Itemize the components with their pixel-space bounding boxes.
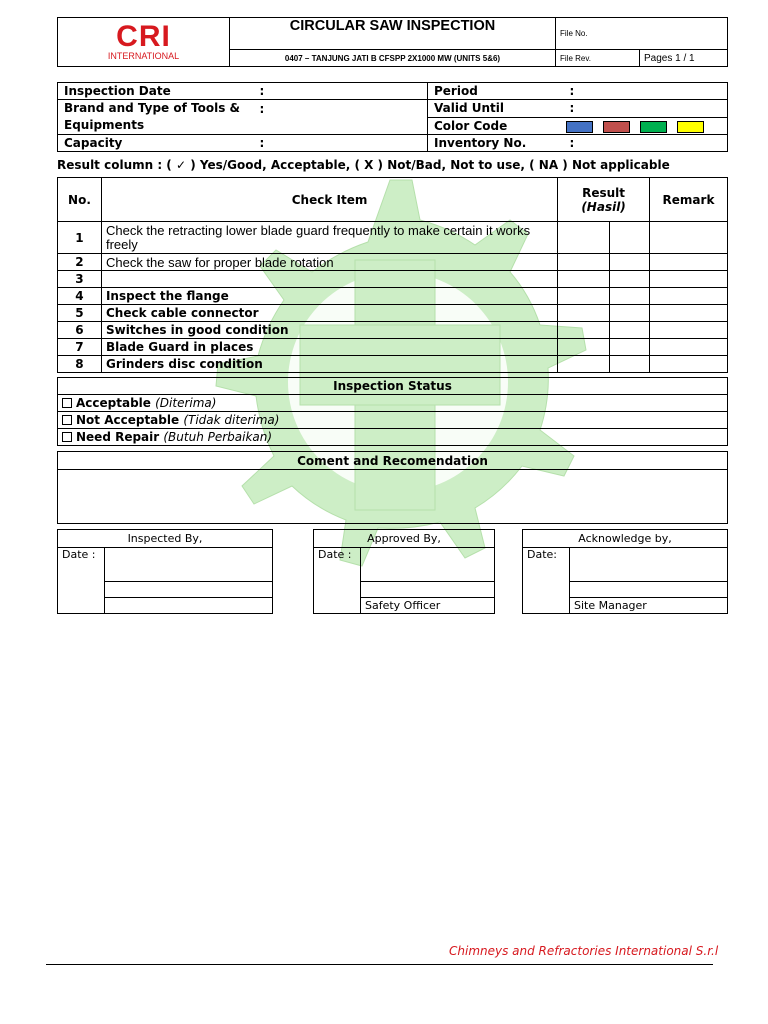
remark-cell[interactable] <box>650 322 728 339</box>
logo-cell <box>58 18 230 67</box>
approved-by-label: Approved By, <box>314 530 495 548</box>
result-cell[interactable] <box>558 254 610 271</box>
status-acceptable-option[interactable]: Acceptable (Diterima) <box>58 395 728 412</box>
result-cell[interactable] <box>610 305 650 322</box>
acknowledge-name-field[interactable] <box>570 581 728 597</box>
acknowledge-by-box <box>522 529 728 614</box>
result-legend: Result column : ( ✓ ) Yes/Good, Acceptable, ( X ) Not/Bad, Not to use, ( NA ) Not applicable <box>57 158 670 172</box>
status-not-acceptable-option[interactable]: Not Acceptable (Tidak diterima) <box>58 412 728 429</box>
approved-date-label: Date : <box>314 548 361 614</box>
safety-officer-label: Safety Officer <box>361 597 495 613</box>
result-cell[interactable] <box>558 222 610 254</box>
table-row: 6 Switches in good condition <box>58 322 728 339</box>
result-cell[interactable] <box>558 339 610 356</box>
remark-cell[interactable] <box>650 356 728 373</box>
result-cell[interactable] <box>558 305 610 322</box>
result-cell[interactable] <box>610 271 650 288</box>
result-cell[interactable] <box>558 356 610 373</box>
table-row: 7 Blade Guard in places <box>58 339 728 356</box>
checkbox-icon[interactable] <box>62 415 72 425</box>
result-cell[interactable] <box>610 322 650 339</box>
green-swatch <box>640 121 667 133</box>
table-row: 1 Check the retracting lower blade guard frequently to make certain it works freely <box>58 222 728 254</box>
check-items-table <box>57 177 728 373</box>
approved-signature-field[interactable] <box>361 548 495 582</box>
inventory-no-label: Inventory No. <box>428 135 564 152</box>
inspected-date-label: Date : <box>58 548 105 614</box>
acknowledge-date-label: Date: <box>523 548 570 614</box>
inspected-by-label: Inspected By, <box>58 530 273 548</box>
result-cell[interactable] <box>558 322 610 339</box>
color-code-label: Color Code <box>428 117 564 135</box>
result-cell[interactable] <box>610 254 650 271</box>
site-manager-label: Site Manager <box>570 597 728 613</box>
result-cell[interactable] <box>610 288 650 305</box>
footer-company-name: Chimneys and Refractories International S.r.l <box>449 944 719 958</box>
result-cell[interactable] <box>558 288 610 305</box>
approved-by-box <box>313 529 495 614</box>
brand-type-label: Brand and Type of Tools & Equipments <box>58 100 254 135</box>
inspection-status-table <box>57 377 728 446</box>
footer-divider <box>46 964 713 965</box>
inspected-name-field[interactable] <box>105 581 273 597</box>
file-rev-label: File Rev. <box>556 50 640 67</box>
col-result-header: Result (Hasil) <box>558 178 650 222</box>
remark-cell[interactable] <box>650 339 728 356</box>
valid-until-value[interactable]: : <box>564 100 728 118</box>
capacity-value[interactable]: : <box>254 135 428 152</box>
capacity-label: Capacity <box>58 135 254 152</box>
pages-indicator: Pages 1 / 1 <box>640 50 728 67</box>
swatch-group <box>566 119 714 133</box>
form-title: CIRCULAR SAW INSPECTION <box>230 18 556 50</box>
remark-cell[interactable] <box>650 288 728 305</box>
check-mark-icon: ✓ <box>175 158 187 172</box>
result-cell[interactable] <box>610 339 650 356</box>
acknowledge-signature-field[interactable] <box>570 548 728 582</box>
comment-field[interactable] <box>58 470 728 524</box>
remark-cell[interactable] <box>650 271 728 288</box>
checkbox-icon[interactable] <box>62 398 72 408</box>
yellow-swatch <box>677 121 704 133</box>
remark-cell[interactable] <box>650 222 728 254</box>
table-row: 8 Grinders disc condition <box>58 356 728 373</box>
period-label: Period <box>428 83 564 100</box>
inspected-signature-field[interactable] <box>105 548 273 582</box>
result-cell[interactable] <box>558 271 610 288</box>
project-name: 0407 – TANJUNG JATI B CFSPP 2X1000 MW (UNITS 5&6) <box>230 50 556 67</box>
table-row: 5 Check cable connector <box>58 305 728 322</box>
red-swatch <box>603 121 630 133</box>
result-cell[interactable] <box>610 222 650 254</box>
brand-type-value[interactable]: : <box>254 100 428 118</box>
col-remark-header: Remark <box>650 178 728 222</box>
info-table <box>57 82 728 152</box>
inspected-position-field[interactable] <box>105 597 273 613</box>
inspection-date-value[interactable]: : <box>254 83 428 100</box>
table-row: 3 <box>58 271 728 288</box>
status-need-repair-option[interactable]: Need Repair (Butuh Perbaikan) <box>58 429 728 446</box>
comment-table <box>57 451 728 524</box>
blue-swatch <box>566 121 593 133</box>
result-cell[interactable] <box>610 356 650 373</box>
inspection-status-title: Inspection Status <box>58 378 728 395</box>
col-item-header: Check Item <box>101 178 557 222</box>
header-table <box>57 17 728 67</box>
valid-until-label: Valid Until <box>428 100 564 118</box>
approved-name-field[interactable] <box>361 581 495 597</box>
col-no-header: No. <box>58 178 102 222</box>
company-logo: CRI <box>116 19 171 53</box>
inspected-by-box <box>57 529 273 614</box>
remark-cell[interactable] <box>650 254 728 271</box>
inventory-no-value[interactable]: : <box>564 135 728 152</box>
inspection-date-label: Inspection Date <box>58 83 254 100</box>
checkbox-icon[interactable] <box>62 432 72 442</box>
file-no-label: File No. <box>556 18 728 50</box>
table-row: 4 Inspect the flange <box>58 288 728 305</box>
table-row: 2 Check the saw for proper blade rotation <box>58 254 728 271</box>
acknowledge-by-label: Acknowledge by, <box>523 530 728 548</box>
period-value[interactable]: : <box>564 83 728 100</box>
remark-cell[interactable] <box>650 305 728 322</box>
comment-title: Coment and Recomendation <box>58 452 728 470</box>
company-logo-subtitle: INTERNATIONAL <box>107 50 180 61</box>
